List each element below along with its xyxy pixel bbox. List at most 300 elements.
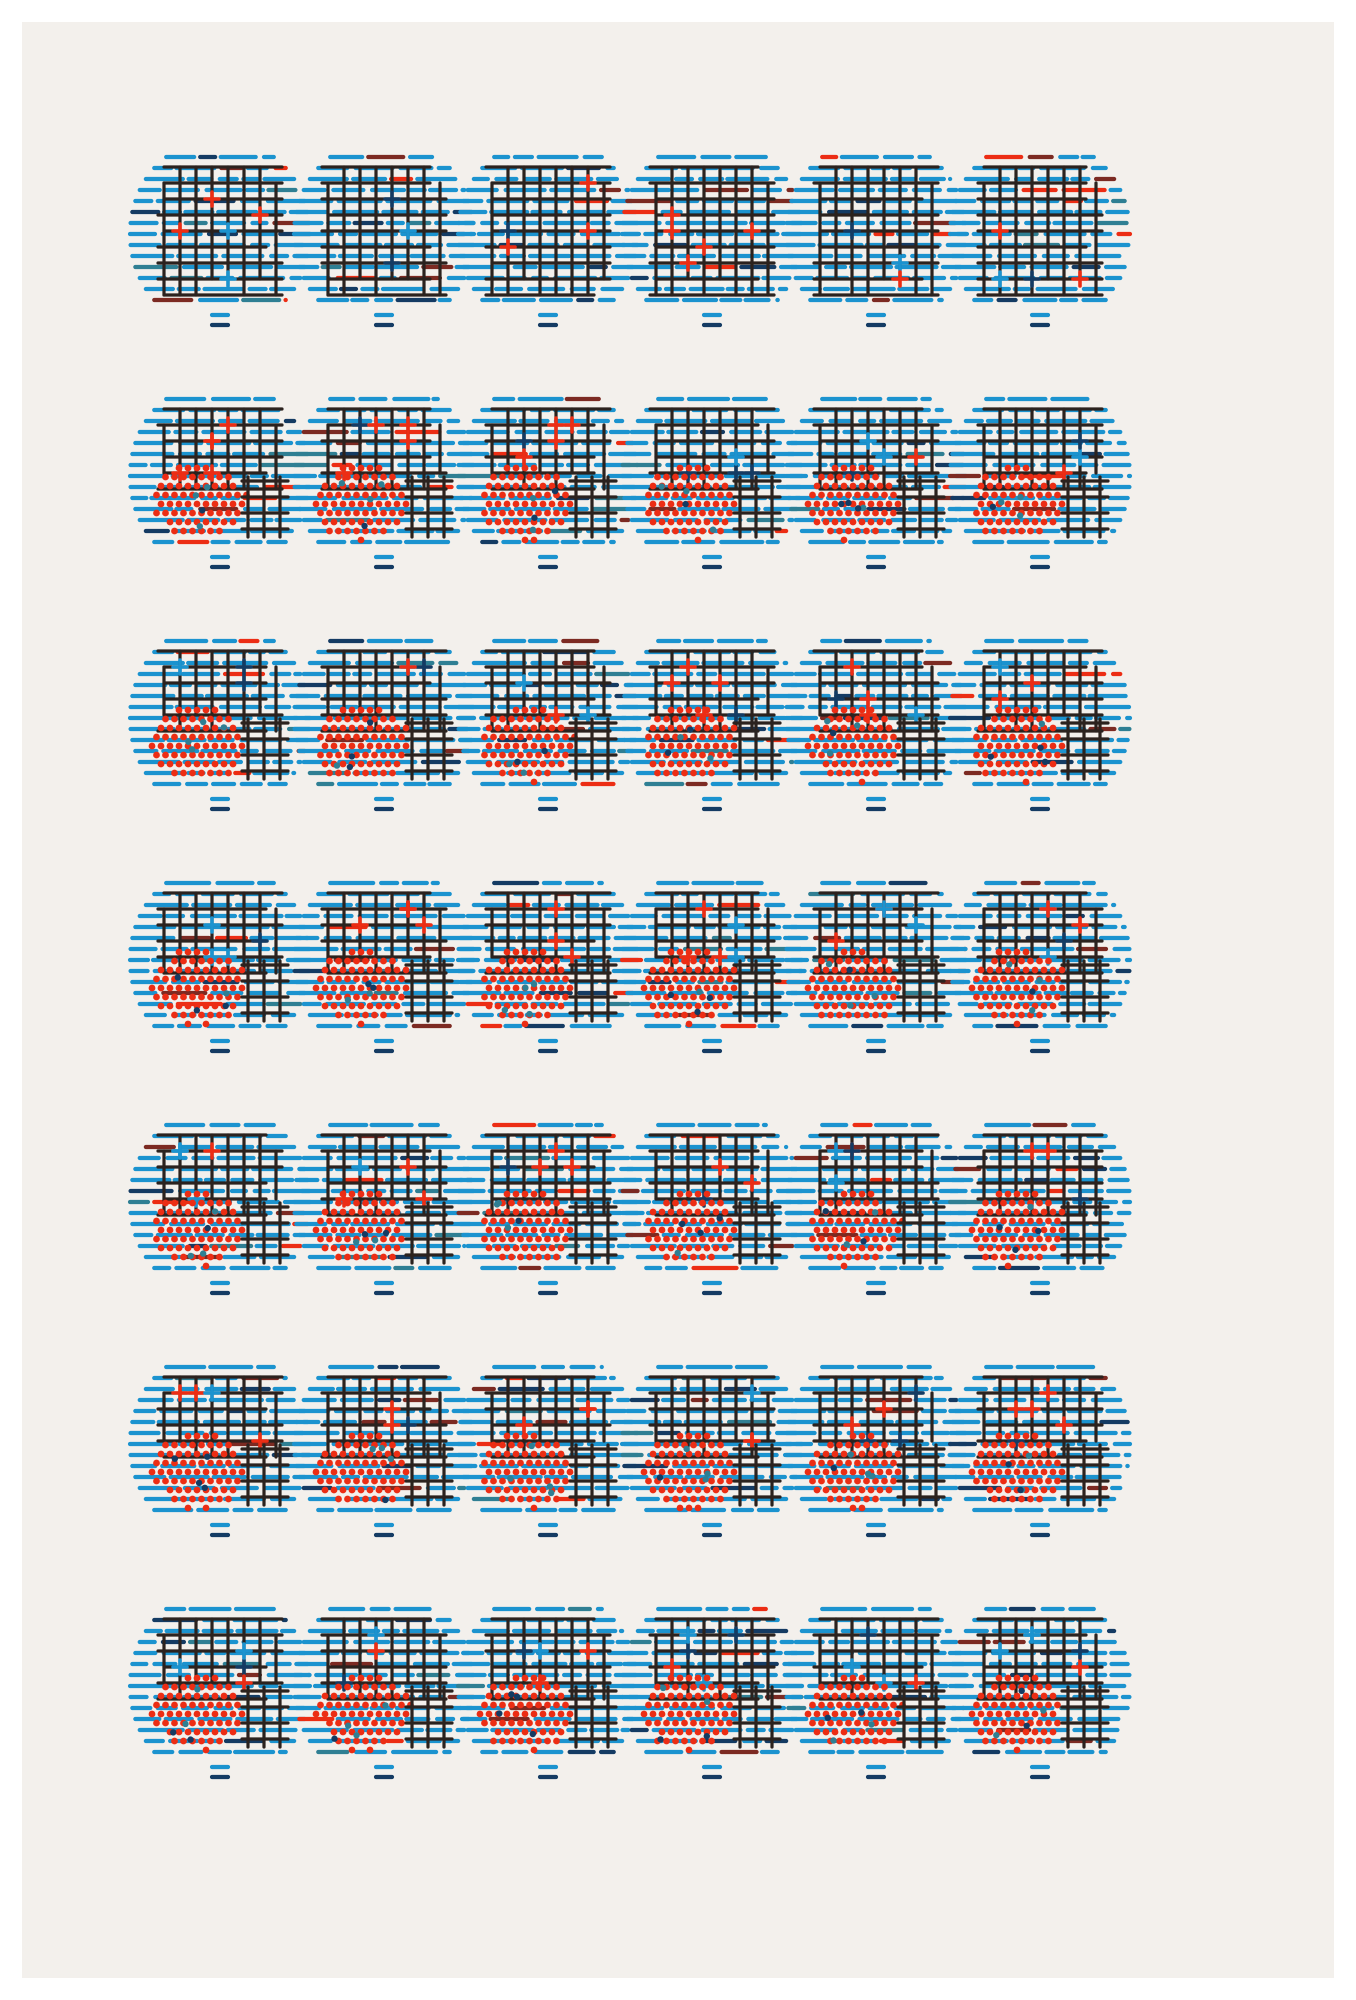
polka-dot [216, 528, 223, 535]
polka-dot [558, 725, 565, 732]
polka-dot [681, 976, 688, 983]
polka-dot [194, 1227, 201, 1234]
polka-dot [859, 707, 866, 714]
polka-dot [990, 504, 996, 510]
polka-dot [194, 1191, 201, 1198]
polka-dot [189, 1218, 196, 1225]
polka-dot [544, 1012, 551, 1019]
polka-dot [836, 1218, 843, 1225]
polka-dot [1023, 1191, 1030, 1198]
polka-dot [180, 770, 187, 777]
polka-dot [847, 1002, 853, 1008]
polka-dot [486, 761, 493, 768]
polka-dot [185, 761, 192, 768]
polka-dot [1045, 958, 1052, 965]
polka-dot [490, 1218, 497, 1225]
polka-dot [836, 1254, 843, 1261]
polka-dot [367, 761, 374, 768]
polka-dot [194, 1433, 201, 1440]
polka-dot [699, 1200, 706, 1207]
polka-dot [508, 770, 515, 777]
polka-dot [526, 752, 533, 759]
polka-dot [645, 510, 652, 517]
polka-dot [699, 510, 706, 517]
polka-dot [180, 752, 187, 759]
polka-dot [531, 743, 538, 750]
polka-dot [204, 1454, 210, 1460]
polka-dot [978, 483, 985, 490]
polka-dot [189, 1496, 196, 1503]
polka-dot [522, 949, 529, 956]
polka-dot [207, 752, 214, 759]
polka-dot [1041, 483, 1048, 490]
polka-dot [358, 465, 365, 472]
polka-dot [389, 716, 396, 723]
polka-dot [153, 976, 160, 983]
polka-dot [531, 949, 538, 956]
polka-dot [203, 465, 210, 472]
polka-dot [1027, 770, 1034, 777]
polka-dot [376, 761, 383, 768]
polka-dot [322, 1209, 329, 1216]
polka-dot [872, 752, 879, 759]
polka-dot [553, 752, 560, 759]
polka-dot [535, 1218, 542, 1225]
polka-dot [380, 976, 387, 983]
polka-dot [1018, 752, 1025, 759]
polka-dot [230, 1209, 237, 1216]
polka-dot [668, 1227, 675, 1234]
polka-dot [198, 492, 205, 499]
polka-dot [1009, 474, 1016, 481]
polka-dot [198, 1218, 205, 1225]
polka-dot [708, 1254, 715, 1261]
polka-dot [398, 510, 405, 517]
polka-dot [526, 1236, 533, 1243]
polka-dot [859, 1191, 866, 1198]
polka-dot [567, 743, 574, 750]
polka-dot [540, 725, 547, 732]
polka-dot [1014, 1021, 1021, 1028]
polka-dot [313, 1227, 320, 1234]
polka-dot [207, 1460, 214, 1467]
polka-dot [358, 761, 365, 768]
polka-dot [1045, 474, 1052, 481]
polka-dot [854, 1236, 861, 1243]
polka-dot [663, 474, 670, 481]
polka-dot [850, 1209, 857, 1216]
polka-dot [225, 474, 232, 481]
polka-dot [216, 770, 223, 777]
polka-dot [991, 1254, 998, 1261]
polka-dot [481, 976, 488, 983]
polka-dot [1023, 1003, 1030, 1010]
polka-dot [1023, 743, 1030, 750]
polka-dot [987, 761, 994, 768]
polka-dot [171, 1236, 178, 1243]
polka-dot [1054, 510, 1061, 517]
polka-dot [991, 716, 998, 723]
polka-dot [713, 761, 720, 768]
polka-dot [176, 985, 183, 992]
polka-dot [677, 707, 684, 714]
polka-dot [394, 743, 401, 750]
polka-dot [205, 1225, 211, 1231]
polka-dot [225, 1496, 232, 1503]
polka-dot [832, 483, 839, 490]
polka-dot [189, 976, 196, 983]
polka-dot [180, 716, 187, 723]
polka-dot [1023, 1227, 1030, 1234]
polka-dot [708, 474, 715, 481]
polka-dot [326, 752, 333, 759]
polka-dot [162, 1460, 169, 1467]
polka-dot [1000, 492, 1007, 499]
polka-dot [558, 1209, 565, 1216]
polka-dot [367, 496, 373, 502]
polka-dot [716, 1215, 722, 1221]
polka-dot [845, 958, 852, 965]
polka-dot [207, 1218, 214, 1225]
polka-dot [562, 510, 569, 517]
polka-dot [216, 1496, 223, 1503]
polka-dot [854, 1200, 861, 1207]
polka-dot [367, 1003, 374, 1010]
polka-dot [176, 725, 183, 732]
polka-dot [549, 985, 556, 992]
polka-dot [562, 1218, 569, 1225]
polka-dot [836, 752, 843, 759]
polka-dot [845, 770, 852, 777]
polka-dot [1018, 1236, 1025, 1243]
polka-dot [659, 985, 666, 992]
polka-dot [890, 510, 897, 517]
polka-dot [695, 1003, 702, 1010]
polka-dot [344, 734, 351, 741]
polka-dot [185, 501, 192, 508]
polka-dot [176, 707, 183, 714]
polka-dot [335, 1218, 342, 1225]
polka-dot [726, 1218, 733, 1225]
polka-dot [690, 716, 697, 723]
polka-dot [1032, 501, 1039, 508]
polka-dot [695, 501, 702, 508]
polka-dot [663, 1218, 670, 1225]
polka-dot [370, 985, 376, 991]
polka-dot [726, 1236, 733, 1243]
polka-dot [846, 967, 852, 973]
polka-dot [562, 734, 569, 741]
polka-dot [499, 510, 506, 517]
polka-dot [717, 994, 724, 1001]
polka-dot [385, 519, 392, 526]
polka-dot [695, 1245, 702, 1252]
polka-dot [1037, 745, 1043, 751]
polka-dot [863, 716, 870, 723]
polka-dot [683, 488, 689, 494]
polka-dot [149, 985, 156, 992]
polka-dot [1009, 1200, 1016, 1207]
polka-dot [517, 1200, 524, 1207]
polka-dot [230, 1227, 237, 1234]
polka-dot [517, 1236, 524, 1243]
polka-dot [513, 465, 520, 472]
polka-dot [699, 752, 706, 759]
polka-dot [531, 1191, 538, 1198]
polka-dot [335, 492, 342, 499]
polka-dot [1032, 1191, 1039, 1198]
polka-dot [176, 501, 183, 508]
polka-dot [380, 770, 387, 777]
polka-dot [841, 465, 848, 472]
polka-dot [234, 752, 241, 759]
polka-dot [234, 492, 241, 499]
polka-dot [203, 1209, 210, 1216]
polka-dot [987, 519, 994, 526]
polka-dot [872, 1254, 879, 1261]
polka-dot [823, 1245, 830, 1252]
polka-dot [207, 1442, 214, 1449]
polka-dot [322, 1003, 329, 1010]
polka-dot [540, 501, 547, 508]
polka-dot [663, 1012, 670, 1019]
polka-dot [845, 500, 851, 506]
polka-dot [672, 1218, 679, 1225]
polka-dot [1036, 734, 1043, 741]
polka-dot [362, 734, 369, 741]
polka-dot [1045, 716, 1052, 723]
polka-dot [162, 492, 169, 499]
polka-dot [513, 483, 520, 490]
polka-dot [504, 1209, 511, 1216]
polka-dot [1005, 1245, 1012, 1252]
polka-dot [996, 761, 1003, 768]
polka-dot [376, 743, 383, 750]
polka-dot [353, 1012, 360, 1019]
polka-dot [681, 474, 688, 481]
polka-dot [340, 707, 347, 714]
polka-dot [502, 1007, 508, 1013]
polka-dot [508, 958, 515, 965]
polka-dot [650, 761, 657, 768]
polka-dot [726, 752, 733, 759]
polka-dot [526, 770, 533, 777]
polka-dot [699, 528, 706, 535]
polka-dot [1005, 761, 1012, 768]
polka-dot [845, 1200, 852, 1207]
polka-dot [814, 725, 821, 732]
polka-dot [841, 1209, 848, 1216]
polka-dot [686, 1209, 693, 1216]
polka-dot [668, 985, 675, 992]
polka-dot [367, 465, 374, 472]
polka-dot [699, 474, 706, 481]
polka-dot [818, 1236, 825, 1243]
polka-dot [672, 958, 679, 965]
polka-dot [872, 474, 879, 481]
polka-dot [531, 465, 538, 472]
polka-dot [827, 1200, 834, 1207]
polka-dot [185, 1003, 192, 1010]
polka-dot [650, 519, 657, 526]
polka-dot [1029, 1007, 1035, 1013]
polka-dot [1050, 761, 1057, 768]
polka-dot [562, 492, 569, 499]
polka-dot [180, 510, 187, 517]
polka-dot [225, 492, 232, 499]
polka-dot [504, 967, 511, 974]
polka-dot [668, 1245, 675, 1252]
polka-dot [818, 1200, 825, 1207]
polka-dot [225, 1478, 232, 1485]
polka-dot [690, 1254, 697, 1261]
polka-dot [978, 519, 985, 526]
polka-dot [672, 752, 679, 759]
polka-dot [868, 519, 875, 526]
polka-dot [710, 526, 716, 532]
polka-dot [832, 1245, 839, 1252]
polka-dot [376, 1191, 383, 1198]
polka-dot [1023, 1209, 1030, 1216]
polka-dot [841, 1191, 848, 1198]
polka-dot [376, 707, 383, 714]
polka-dot [394, 1245, 401, 1252]
polka-dot [1050, 967, 1057, 974]
polka-dot [886, 985, 893, 992]
polka-dot [212, 519, 219, 526]
polka-dot [490, 994, 497, 1001]
polka-dot [322, 519, 329, 526]
polka-dot [535, 1236, 542, 1243]
polka-dot [845, 1012, 852, 1019]
polka-dot [380, 1236, 387, 1243]
polka-dot [1018, 976, 1025, 983]
polka-dot [212, 761, 219, 768]
polka-dot [335, 976, 342, 983]
polka-dot [335, 994, 342, 1001]
polka-dot [886, 725, 893, 732]
polka-dot [1045, 1218, 1052, 1225]
polka-dot [1045, 1200, 1052, 1207]
polka-dot [313, 985, 320, 992]
polka-dot [854, 958, 861, 965]
polka-dot [196, 1480, 202, 1486]
polka-dot [317, 510, 324, 517]
polka-dot [481, 994, 488, 1001]
polka-dot [389, 976, 396, 983]
polka-dot [230, 1469, 237, 1476]
polka-dot [353, 770, 360, 777]
polka-dot [1059, 985, 1066, 992]
polka-dot [695, 949, 702, 956]
polka-dot [194, 483, 201, 490]
polka-dot [221, 743, 228, 750]
polka-dot [490, 492, 497, 499]
polka-dot [531, 967, 538, 974]
polka-dot [978, 1245, 985, 1252]
polka-dot [877, 967, 884, 974]
polka-dot [996, 483, 1003, 490]
polka-dot [826, 961, 832, 967]
polka-dot [522, 1245, 529, 1252]
polka-dot [1054, 752, 1061, 759]
polka-dot [549, 1245, 556, 1252]
polka-dot [991, 976, 998, 983]
polka-dot [403, 985, 410, 992]
polka-dot [818, 474, 825, 481]
polka-dot [162, 716, 169, 723]
polka-dot [868, 1191, 875, 1198]
polka-dot [189, 994, 196, 1001]
polka-dot [717, 474, 724, 481]
polka-dot [158, 743, 165, 750]
polka-dot [234, 734, 241, 741]
polka-dot [996, 1224, 1002, 1230]
polka-dot [809, 994, 816, 1001]
polka-dot [198, 1442, 205, 1449]
polka-dot [659, 519, 666, 526]
polka-dot [1000, 976, 1007, 983]
polka-dot [216, 1218, 223, 1225]
polka-dot [1059, 967, 1066, 974]
polka-dot [886, 1003, 893, 1010]
polka-dot [371, 770, 378, 777]
polka-dot [344, 770, 351, 777]
polka-dot [991, 1218, 998, 1225]
polka-dot [353, 1200, 360, 1207]
polka-dot [836, 492, 843, 499]
polka-dot [340, 967, 347, 974]
polka-dot [809, 510, 816, 517]
polka-dot [1018, 1200, 1025, 1207]
polka-dot [859, 779, 866, 786]
polka-dot [504, 1245, 511, 1252]
polka-dot [153, 994, 160, 1001]
polka-dot [398, 1236, 405, 1243]
polka-dot [389, 1200, 396, 1207]
polka-dot [353, 716, 360, 723]
polka-dot [486, 519, 493, 526]
polka-dot [818, 492, 825, 499]
polka-dot [340, 761, 347, 768]
polka-dot [1023, 949, 1030, 956]
polka-dot [158, 1209, 165, 1216]
polka-dot [1014, 1227, 1021, 1234]
polka-dot [695, 519, 702, 526]
polka-dot [558, 501, 565, 508]
polka-dot [1045, 734, 1052, 741]
polka-dot [654, 770, 661, 777]
polka-dot [180, 1236, 187, 1243]
polka-dot [153, 1218, 160, 1225]
polka-dot [544, 1218, 551, 1225]
polka-dot [171, 716, 178, 723]
polka-dot [690, 1200, 697, 1207]
polka-dot [385, 967, 392, 974]
polka-dot [326, 1236, 333, 1243]
polka-dot [394, 725, 401, 732]
polka-dot [717, 492, 724, 499]
polka-dot [349, 725, 356, 732]
polka-dot [1000, 770, 1007, 777]
polka-dot [1027, 752, 1034, 759]
polka-dot [1027, 510, 1034, 517]
polka-dot [681, 752, 688, 759]
polka-dot [522, 761, 529, 768]
polka-dot [982, 492, 989, 499]
polka-dot [663, 528, 670, 535]
polka-dot [558, 761, 565, 768]
